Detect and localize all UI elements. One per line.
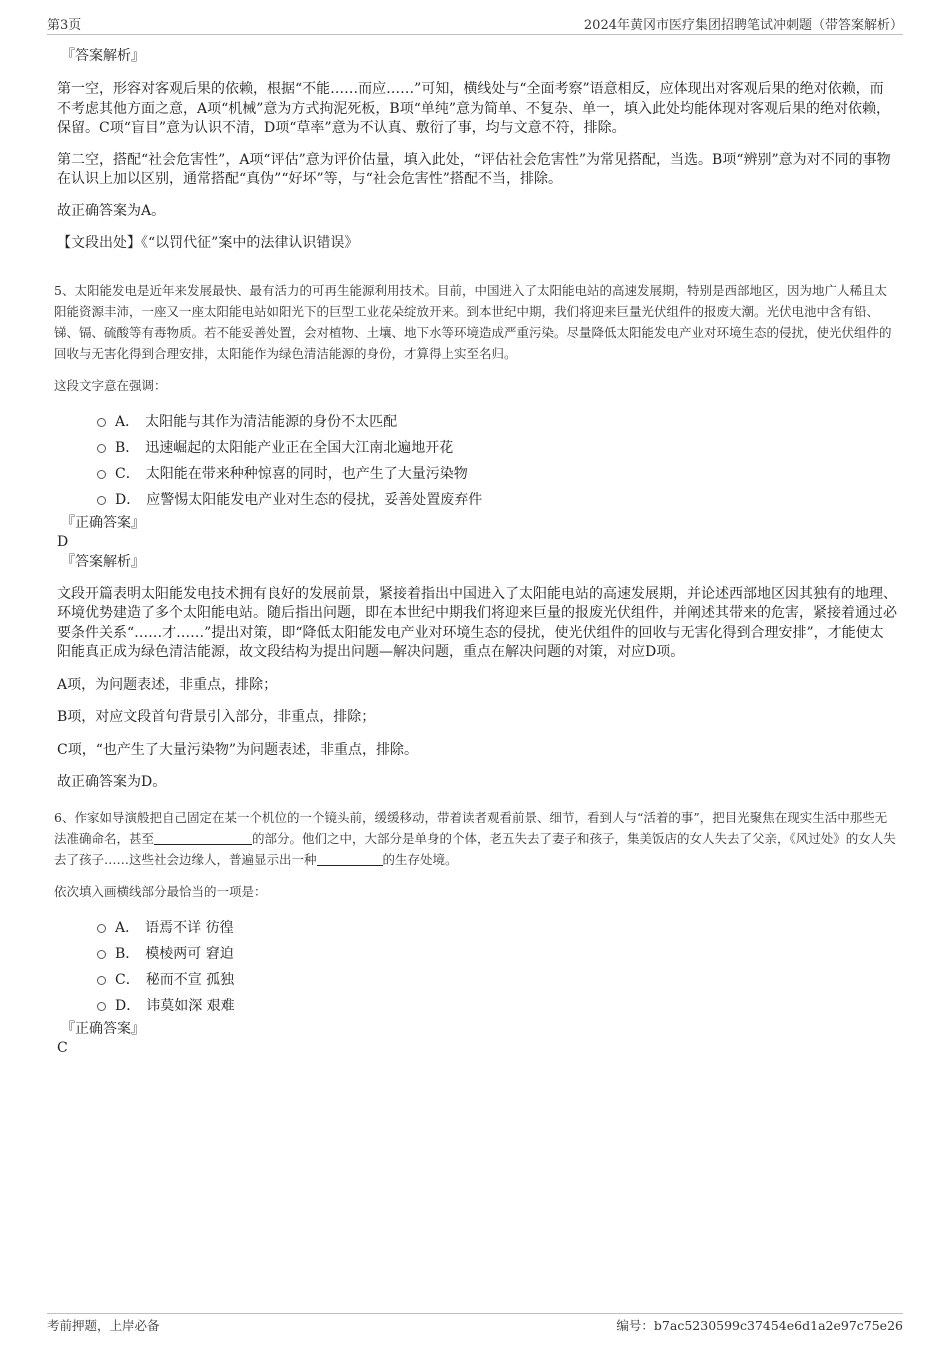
q6-option-a[interactable]: A． 语焉不详 彷徨 [57,914,897,940]
q5-analysis: 文段开篇表明太阳能发电技术拥有良好的发展前景，紧接着指出中国进入了太阳能电站的高速发展期，并论述西部地区因其独有的地理、环境优势建造了多个太阳能电站。随后指出问题，即在本世纪中期我们将迎来巨量的报废光伏组件，并阐述其带来的危害，紧接着通过必要条件关系“……才……”提出对策，即“降低太阳能发电产业对环境生态的侵扰，使光伏组件的回收与无害化得到合理安排”，才能使太阳能真正成为绿色清洁能源，故文段结构为提出问题—解决问题，重点在解决问题的对策，对应D项。 [57,585,897,660]
radio-icon[interactable] [97,976,106,985]
q4-analysis-label: 『答案解析』 [61,48,145,64]
q4-analysis-para1: 第一空，形容对客观后果的依赖，根据“不能……而应……”可知，横线处与“全面考察”语意相反，应体现出对客观后果的绝对依赖，而不考虑其他方面之意，A项“机械”意为方式拘泥死板，B项“单纯”意为简单、不复杂、单一，填入此处均能体现对客观后果的绝对依赖，保留。C项“盲目”意为认识不清，D项“草率”意为不认真、敷衍了事，均与文意不符，排除。 [57,81,891,136]
q5-analysis-c: C项，“也产生了大量污染物”为问题表述，非重点，排除。 [57,741,419,758]
radio-icon[interactable] [97,924,106,933]
q5-answer-label: 『正确答案』 [61,514,145,531]
q5-option-b[interactable]: B． 迅速崛起的太阳能产业正在全国大江南北遍地开花 [57,434,897,460]
q6-stem: 6、作家如导演般把自己固定在某一个机位的一个镜头前，缓缓移动，带着读者观看前景、细节，看到人与“活着的事”，把目光聚焦在现实生活中那些无法准确命名，甚至 的部分。他们之中，大部分是单身的个体，老五失去了妻子和孩子，集美饭店的女人失去了父亲，《风过处》的女人失去了孩子……这些社会边缘人，普遍显示出一种 的生存处境。 [54,809,896,867]
radio-icon[interactable] [97,950,106,959]
q6-option-d[interactable]: D． 讳莫如深 艰难 [57,992,897,1018]
q6-answer: C [57,1039,68,1056]
q5-option-d[interactable]: D． 应警惕太阳能发电产业对生态的侵扰，妥善处置废弃件 [57,486,897,512]
q5-prompt: 这段文字意在强调： [54,377,167,393]
radio-icon[interactable] [97,418,106,427]
q6-options [57,914,897,1018]
radio-icon[interactable] [97,470,106,479]
page-header [47,12,903,35]
q6-option-c[interactable]: C． 秘而不宣 孤独 [57,966,897,992]
q6-prompt: 依次填入画横线部分最恰当的一项是： [54,883,267,899]
page-content [54,47,897,1057]
blank-2 [317,851,383,866]
radio-icon[interactable] [97,444,106,453]
footer-code: 编号：b7ac5230599c37454e6d1a2e97c75e26 [616,1318,903,1333]
q5-analysis-a: A项，为问题表述，非重点，排除； [57,676,278,693]
q5-options [57,408,897,512]
q5-stem: 5、太阳能发电是近年来发展最快、最有活力的可再生能源利用技术。目前，中国进入了太阳能电站的高速发展期，特别是西部地区，因为地广人稀且太阳能资源丰沛，一座又一座太阳能电站如阳光下的巨型工业花朵绽放开来。到本世纪中期，我们将迎来巨量光伏组件的报废大潮。光伏电池中含有铅、锑、镉、硫酸等有毒物质。若不能妥善处置，会对植物、土壤、地下水等环境造成严重污染。尽量降低太阳能发电产业对环境生态的侵扰，使光伏组件的回收与无害化得到合理安排，太阳能作为绿色清洁能源的身份，才算得上实至名归。 [54,282,892,361]
blank-1 [154,830,252,845]
q4-conclusion: 故正确答案为A。 [57,202,166,219]
q5-option-c[interactable]: C． 太阳能在带来种种惊喜的同时，也产生了大量污染物 [57,460,897,486]
q5-answer: D [57,533,69,550]
q5-option-a[interactable]: A． 太阳能与其作为清洁能源的身份不太匹配 [57,408,897,434]
q5-analysis-label: 『答案解析』 [61,553,145,570]
q4-analysis-para2: 第二空，搭配“社会危害性”，A项“评估”意为评价估量，填入此处，“评估社会危害性”为常见搭配，当选。B项“辨别”意为对不同的事物在认识上加以区别，通常搭配“真伪”“好坏”等，与“社会危害性”搭配不当，排除。 [57,151,891,187]
page-footer [47,1313,903,1336]
q5-conclusion: 故正确答案为D。 [57,774,167,790]
q6-answer-label: 『正确答案』 [61,1020,145,1037]
footer-slogan: 考前押题，上岸必备 [47,1318,160,1333]
page-number: 第3页 [47,17,82,33]
q4-source: 【文段出处】《“以罚代征”案中的法律认识错误》 [57,235,359,251]
document-title: 2024年黄冈市医疗集团招聘笔试冲刺题（带答案解析） [583,17,903,33]
radio-icon[interactable] [97,1002,106,1011]
radio-icon[interactable] [97,496,106,505]
q6-option-b[interactable]: B． 模棱两可 窘迫 [57,940,897,966]
q5-analysis-b: B项，对应文段首句背景引入部分，非重点，排除； [57,709,376,725]
